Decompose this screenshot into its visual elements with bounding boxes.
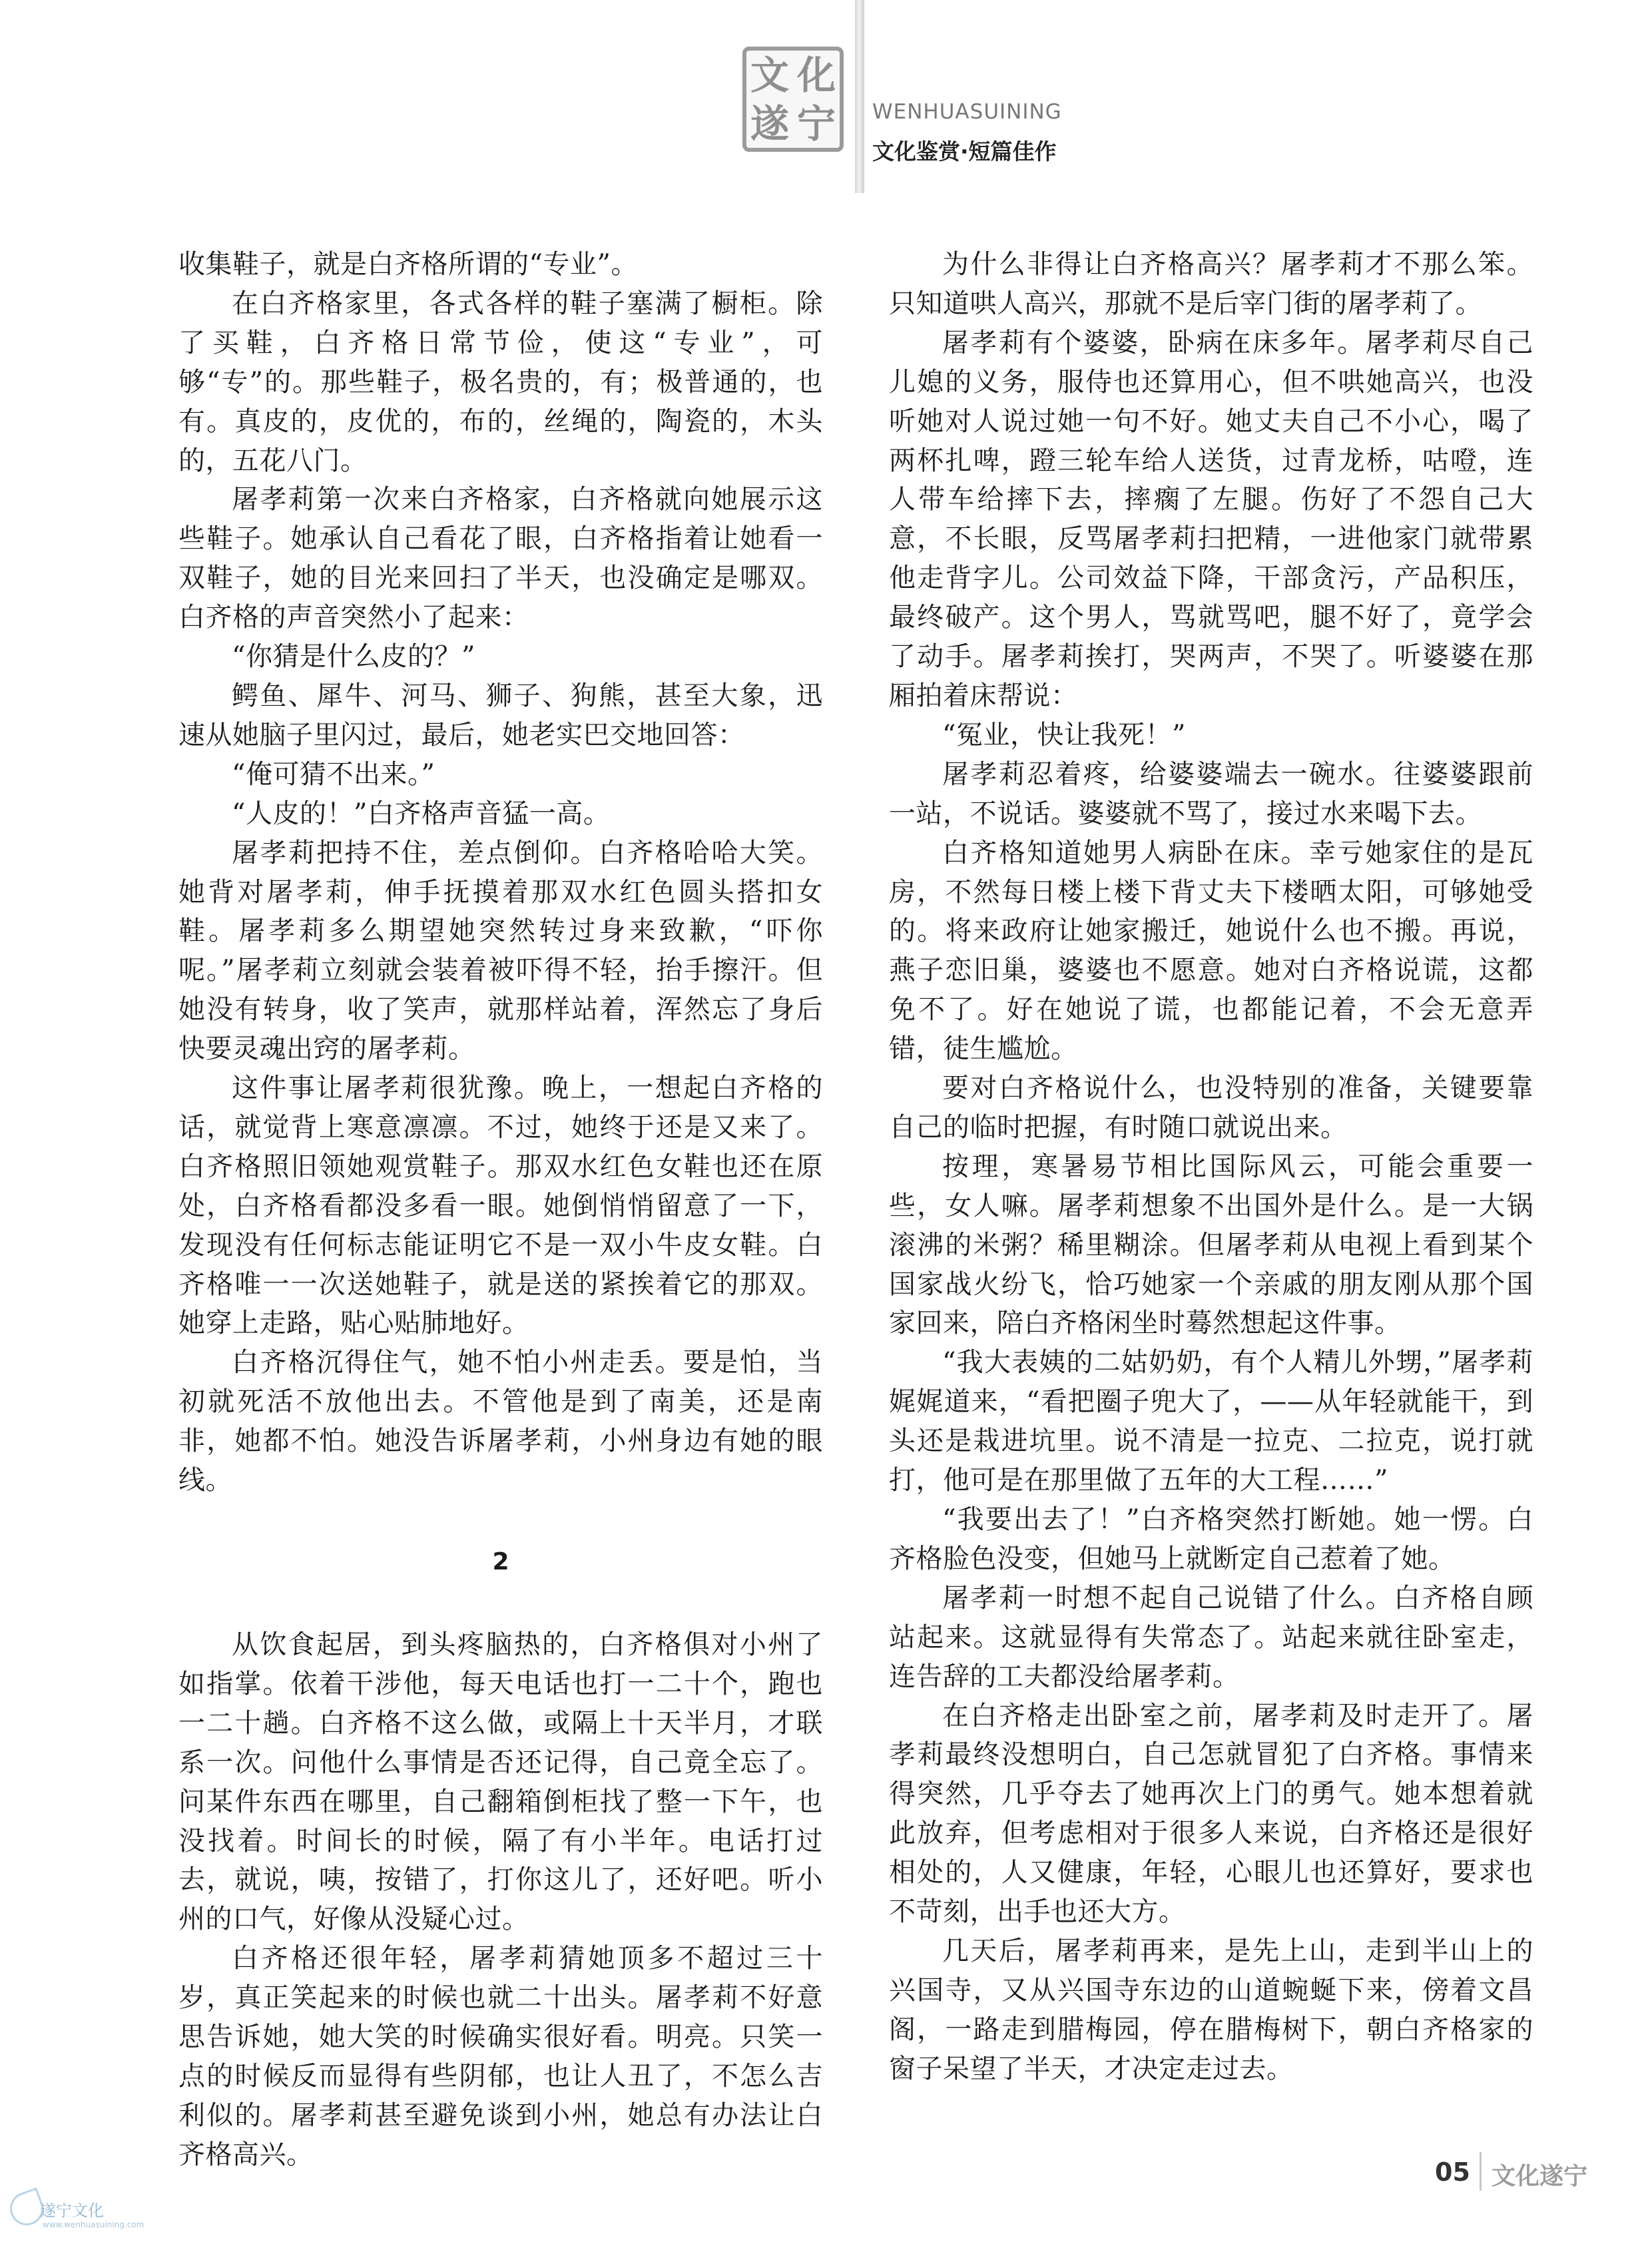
paragraph: 白齐格知道她男人病卧在床。幸亏她家住的是瓦房，不然每日楼上楼下背丈夫下楼晒太阳，可够她受的。将来政府让她家搬迁，她说什么也不搬。再说，燕子恋旧巢，婆婆也不愿意。她对白齐格说谎，这都免不了。好在她说了谎，也都能记着，不会无意弄错，徒生尴尬。 bbox=[889, 837, 1533, 1065]
paragraph: 从饮食起居，到头疼脑热的，白齐格俱对小州了如指掌。依着干涉他，每天电话也打一二十个，跑也一二十趟。白齐格不这么做，或隔上十天半月，才联系一次。问他什么事情是否还记得，自己竟全忘了。问某件东西在哪里，自己翻箱倒柜找了整一下午，也没找着。时间长的时候，隔了有小半年。电话打过去，就说，咦，按错了，打你这儿了，还好吧。听小州的口气，好像从没疑心过。 bbox=[178, 1629, 823, 1935]
footer-divider bbox=[1480, 2152, 1482, 2191]
paragraph: 屠孝莉有个婆婆，卧病在床多年。屠孝莉尽自己儿媳的义务，服侍也还算用心，但不哄她高兴，也没听她对人说过她一句不好。她丈夫自己不小心，喝了两杯扎啤，蹬三轮车给人送货，过青龙桥，咕噔，连人带车给摔下去，摔瘸了左腿。伤好了不怨自己大意，不长眼，反骂屠孝莉扫把精，一进他家门就带累他走背字儿。公司效益下降，干部贪污，产品积压，最终破产。这个男人，骂就骂吧，腿不好了，竟学会了动手。屠孝莉挨打，哭两声，不哭了。听婆婆在那厢拍着床帮说： bbox=[889, 327, 1533, 711]
paragraph: 鳄鱼、犀牛、河马、狮子、狗熊，甚至大象，迅速从她脑子里闪过，最后，她老实巴交地回答： bbox=[178, 680, 823, 750]
paragraph: “冤业，快让我死！” bbox=[942, 719, 1186, 750]
paragraph: 为什么非得让白齐格高兴？屠孝莉才不那么笨。只知道哄人高兴，那就不是后宰门街的屠孝莉了。 bbox=[889, 249, 1533, 319]
right-column bbox=[889, 245, 1533, 2089]
paragraph: “我大表姨的二姑奶奶，有个人精儿外甥，”屠孝莉娓娓道来，“看把圈子兜大了，——从年轻就能干，到头还是栽进坑里。说不清是一拉克、二拉克，说打就打，他可是在那里做了五年的大工程……” bbox=[889, 1347, 1533, 1496]
magazine-logo bbox=[742, 47, 844, 152]
paragraph: 屠孝莉一时想不起自己说错了什么。白齐格自顾站起来。这就显得有失常态了。站起来就往卧室走，连告辞的工夫都没给屠孝莉。 bbox=[889, 1582, 1533, 1692]
magazine-title-en: WENHUASUINING bbox=[872, 100, 1062, 124]
paragraph: 这件事让屠孝莉很犹豫。晚上，一想起白齐格的话，就觉背上寒意凛凛。不过，她终于还是又来了。白齐格照旧领她观赏鞋子。那双水红色女鞋也还在原处，白齐格看都没多看一眼。她倒悄悄留意了一下，发现没有任何标志能证明它不是一双小牛皮女鞋。白齐格唯一一次送她鞋子，就是送的紧挨着它的那双。她穿上走路，贴心贴肺地好。 bbox=[178, 1073, 823, 1339]
left-column bbox=[178, 245, 823, 2175]
logo-char: 文 bbox=[750, 52, 789, 98]
paragraph: 在白齐格走出卧室之前，屠孝莉及时走开了。屠孝莉最终没想明白，自己怎就冒犯了白齐格。事情来得突然，几乎夺去了她再次上门的勇气。她本想着就此放弃，但考虑相对于很多人来说，白齐格还是很好相处的，人又健康，年轻，心眼儿也还算好，要求也不苛刻，出手也还大方。 bbox=[889, 1700, 1533, 1928]
paragraph: 要对白齐格说什么，也没特别的准备，关键要靠自己的临时把握，有时随口就说出来。 bbox=[889, 1073, 1533, 1143]
paragraph: 收集鞋子，就是白齐格所谓的“专业”。 bbox=[178, 249, 638, 280]
paragraph: “我要出去了！”白齐格突然打断她。她一愣。白齐格脸色没变，但她马上就断定自己惹着了她。 bbox=[889, 1504, 1533, 1574]
header-divider bbox=[855, 0, 864, 193]
paragraph: 在白齐格家里，各式各样的鞋子塞满了橱柜。除了买鞋，白齐格日常节俭，使这“专业”，可够“专”的。那些鞋子，极名贵的，有；极普通的，也有。真皮的，皮优的，布的，丝绳的，陶瓷的，木头的，五花八门。 bbox=[178, 288, 823, 476]
paragraph: 白齐格还很年轻，屠孝莉猜她顶多不超过三十岁，真正笑起来的时候也就二十出头。屠孝莉不好意思告诉她，她大笑的时候确实很好看。明亮。只笑一点的时候反而显得有些阴郁，也让人丑了，不怎么吉利似的。屠孝莉甚至避免谈到小州，她总有办法让白齐格高兴。 bbox=[178, 1943, 823, 2170]
paragraph: 屠孝莉忍着疼，给婆婆端去一碗水。往婆婆跟前一站，不说话。婆婆就不骂了，接过水来喝下去。 bbox=[889, 758, 1533, 829]
footer-brand: 文化遂宁 bbox=[1492, 2163, 1588, 2190]
watermark-url: www.wenhuasuining.com bbox=[43, 2220, 144, 2229]
logo-char: 化 bbox=[796, 52, 836, 98]
paragraph: “你猜是什么皮的？” bbox=[232, 641, 475, 673]
paragraph: “俺可猜不出来。” bbox=[232, 758, 435, 790]
paragraph: 按理，寒暑易节相比国际风云，可能会重要一些，女人嘛。屠孝莉想象不出国外是什么。是一大锅滚沸的米粥？稀里糊涂。但屠孝莉从电视上看到某个国家战火纷飞，恰巧她家一个亲戚的朋友刚从那个国家回来，陪白齐格闲坐时蓦然想起这件事。 bbox=[889, 1151, 1533, 1339]
section-title: 文化鉴赏·短篇佳作 bbox=[872, 139, 1057, 164]
paragraph: 屠孝莉第一次来白齐格家，白齐格就向她展示这些鞋子。她承认自己看花了眼，白齐格指着让她看一双鞋子，她的目光来回扫了半天，也没确定是哪双。白齐格的声音突然小了起来： bbox=[178, 484, 823, 633]
logo-char: 宁 bbox=[796, 101, 836, 146]
paragraph: 屠孝莉把持不住，差点倒仰。白齐格哈哈大笑。她背对屠孝莉，伸手抚摸着那双水红色圆头搭扣女鞋。屠孝莉多么期望她突然转过身来致歉，“吓你呢。”屠孝莉立刻就会装着被吓得不轻，抬手擦汗。但她没有转身，收了笑声，就那样站着，浑然忘了身后快要灵魂出窍的屠孝莉。 bbox=[178, 837, 823, 1065]
logo-char: 遂 bbox=[750, 101, 789, 146]
paragraph: “人皮的！”白齐格声音猛一高。 bbox=[232, 798, 611, 829]
section-number: 2 bbox=[492, 1548, 509, 1575]
watermark: 遂宁文化 bbox=[40, 2201, 104, 2220]
paragraph: 几天后，屠孝莉再来，是先上山，走到半山上的兴国寺，又从兴国寺东边的山道蜿蜒下来，傍着文昌阁，一路走到腊梅园，停在腊梅树下，朝白齐格家的窗子呆望了半天，才决定走过去。 bbox=[889, 1935, 1533, 2084]
page-number: 05 bbox=[1435, 2157, 1470, 2187]
paragraph: 白齐格沉得住气，她不怕小州走丢。要是怕，当初就死活不放他出去。不管他是到了南美，还是南非，她都不怕。她没告诉屠孝莉，小州身边有她的眼线。 bbox=[178, 1347, 823, 1496]
